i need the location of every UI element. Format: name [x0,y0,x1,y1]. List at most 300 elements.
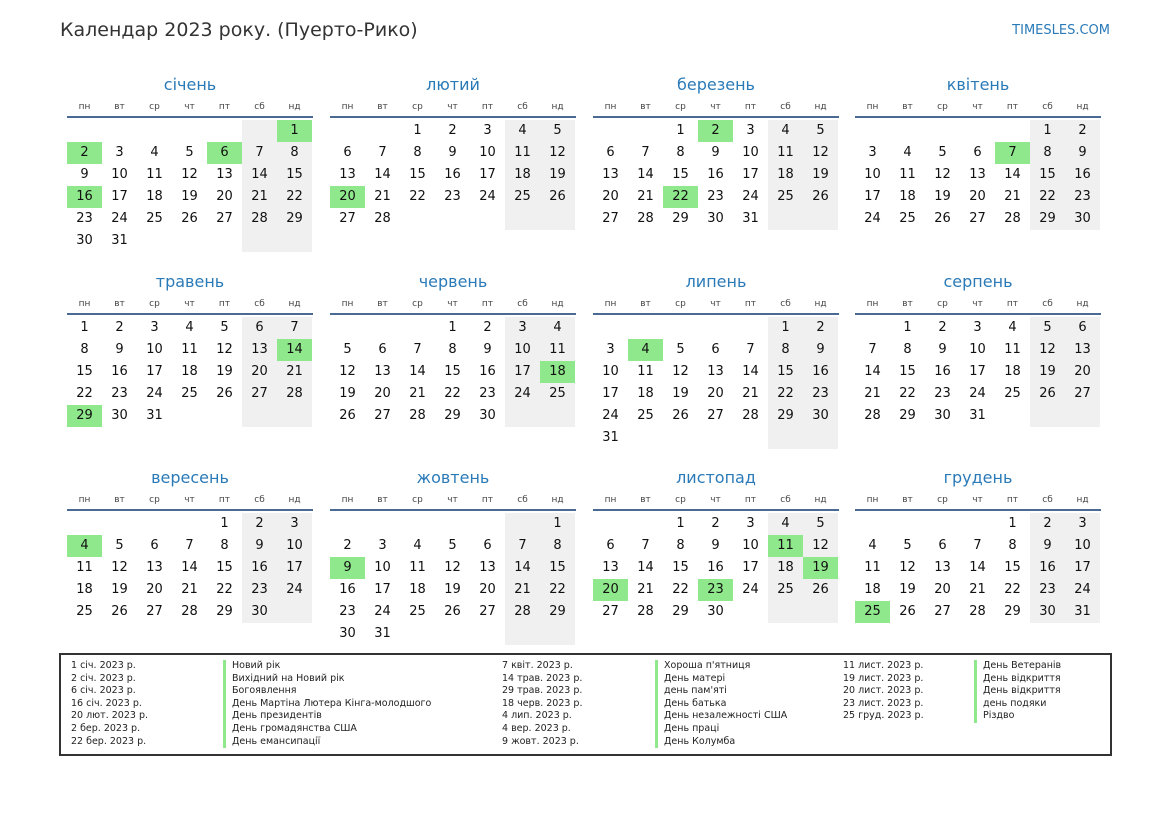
day-cell: 25 [146,211,163,226]
weekday-label: сб [254,102,265,112]
weekday-header [330,491,576,511]
day-cell: 7 [413,342,422,357]
day-cell: 24 [864,211,881,226]
day-cell: 3 [746,123,755,138]
weekday-label: сб [780,102,791,112]
day-cell: 24 [146,386,163,401]
weekday-label: пт [481,495,494,505]
day-cell: 6 [150,538,159,553]
day-cell: 14 [277,339,312,361]
empty-cell [435,623,470,645]
empty-cell [365,317,400,339]
day-cell: 15 [540,557,575,579]
month-name: серпень [943,272,1013,291]
day-cell: 30 [803,405,838,427]
weekday-label: пт [481,102,494,112]
weekday-label: пн [866,102,879,112]
day-cell: 25 [1004,386,1021,401]
month-4 [855,72,1101,230]
weekday-label: сб [517,495,528,505]
day-grid [593,317,839,449]
site-link[interactable]: TIMESLES.COM [1012,23,1110,38]
weekday-label: нд [814,495,827,505]
legend-holiday-name: День громадянства США [223,723,431,736]
day-grid [330,317,576,427]
day-cell: 13 [602,167,619,182]
empty-cell [172,405,207,427]
day-cell: 24 [277,579,312,601]
weekday-label: нд [1076,102,1089,112]
legend-date: 19 лист. 2023 р. [843,672,924,684]
empty-cell [593,120,628,142]
day-cell: 20 [216,189,233,204]
day-cell: 13 [479,560,496,575]
empty-cell [960,120,995,142]
legend-date: 1 січ. 2023 р. [71,660,136,671]
empty-cell [1030,405,1065,427]
legend-holiday-name: Вихідний на Новий рік [223,673,431,686]
day-cell: 19 [1030,361,1065,383]
weekday-label: ср [937,102,948,112]
day-cell: 7 [641,145,650,160]
day-cell: 30 [707,604,724,619]
day-cell: 12 [540,142,575,164]
day-cell: 1 [220,516,229,531]
day-cell: 21 [637,189,654,204]
day-cell: 20 [374,386,391,401]
weekday-label: пт [218,299,231,309]
day-cell: 21 [242,186,277,208]
weekday-label: вт [114,102,125,112]
day-cell: 3 [606,342,615,357]
empty-cell [67,513,102,535]
day-cell: 18 [864,582,881,597]
day-cell: 18 [146,189,163,204]
month-name: вересень [151,468,229,487]
day-cell: 15 [277,164,312,186]
day-cell: 25 [768,186,803,208]
day-cell: 23 [707,189,724,204]
weekday-label: ср [937,495,948,505]
empty-cell [242,120,277,142]
day-cell: 28 [637,211,654,226]
day-cell: 23 [479,386,496,401]
day-cell: 17 [374,582,391,597]
day-cell: 10 [1065,535,1100,557]
day-cell: 20 [242,361,277,383]
empty-cell [540,623,575,645]
day-cell: 7 [641,538,650,553]
legend-holiday-name: Різдво [974,710,1061,723]
empty-cell [365,120,400,142]
empty-cell [1065,405,1100,427]
day-cell: 3 [973,320,982,335]
legend-date: 23 лист. 2023 р. [843,697,924,709]
day-cell: 24 [479,189,496,204]
day-cell: 24 [505,383,540,405]
legend-date: 29 трав. 2023 р. [502,685,583,697]
month-5 [67,269,313,427]
day-cell: 9 [1065,142,1100,164]
month-name: лютий [426,75,480,94]
weekday-header [67,295,313,315]
legend-holiday-name: День Мартіна Лютера Кінга-молодшого [223,698,431,711]
day-cell: 23 [242,579,277,601]
month-1 [67,72,313,252]
day-cell: 19 [216,364,233,379]
day-cell: 4 [150,145,159,160]
day-cell: 9 [330,557,365,579]
month-12 [855,465,1101,623]
day-cell: 27 [602,211,619,226]
day-cell: 9 [483,342,492,357]
day-cell: 6 [973,145,982,160]
day-cell: 27 [602,604,619,619]
day-cell: 29 [768,405,803,427]
empty-cell [330,513,365,535]
day-cell: 18 [505,164,540,186]
day-cell: 23 [339,604,356,619]
day-grid [855,120,1101,230]
day-cell: 19 [339,386,356,401]
day-cell: 4 [903,145,912,160]
day-cell: 7 [746,342,755,357]
day-cell: 14 [181,560,198,575]
month-name: травень [155,272,225,291]
day-cell: 8 [80,342,89,357]
day-cell: 29 [672,211,689,226]
day-cell: 17 [111,189,128,204]
day-cell: 30 [1030,601,1065,623]
day-cell: 22 [1004,582,1021,597]
day-cell: 6 [343,145,352,160]
day-cell: 17 [505,361,540,383]
weekday-label: пн [341,495,354,505]
weekday-label: пн [866,299,879,309]
day-cell: 20 [934,582,951,597]
day-cell: 3 [868,145,877,160]
day-cell: 27 [146,604,163,619]
empty-cell [330,120,365,142]
day-cell: 29 [540,601,575,623]
day-cell: 31 [602,430,619,445]
day-cell: 10 [146,342,163,357]
day-cell: 17 [742,560,759,575]
day-cell: 8 [220,538,229,553]
day-cell: 28 [242,208,277,230]
day-cell: 5 [938,145,947,160]
legend-names-column [974,660,1061,723]
weekday-label: пн [78,299,91,309]
day-cell: 26 [803,186,838,208]
day-cell: 7 [505,535,540,557]
day-cell: 17 [277,557,312,579]
day-cell: 12 [339,364,356,379]
day-cell: 19 [803,164,838,186]
weekday-label: нд [551,102,564,112]
day-cell: 10 [479,145,496,160]
day-cell: 27 [216,211,233,226]
day-cell: 19 [444,582,461,597]
empty-cell [470,513,505,535]
month-6 [330,269,576,427]
day-cell: 27 [242,383,277,405]
empty-cell [137,230,172,252]
day-cell: 3 [505,317,540,339]
day-cell: 14 [374,167,391,182]
day-cell: 5 [185,145,194,160]
day-cell: 13 [934,560,951,575]
legend-holiday-name: День матері [655,673,787,686]
weekday-label: чт [710,102,721,112]
day-cell: 25 [899,211,916,226]
empty-cell [400,513,435,535]
weekday-label: чт [184,102,195,112]
day-cell: 30 [111,408,128,423]
day-cell: 20 [146,582,163,597]
day-cell: 17 [864,189,881,204]
empty-cell [855,513,890,535]
weekday-header [330,98,576,118]
day-cell: 10 [969,342,986,357]
empty-cell [470,623,505,645]
empty-cell [995,405,1030,427]
empty-cell [172,120,207,142]
day-cell: 1 [1030,120,1065,142]
weekday-label: вт [377,495,388,505]
day-cell: 11 [637,364,654,379]
legend-holiday-name: День відкриття [974,685,1061,698]
day-cell: 21 [864,386,881,401]
empty-cell [242,230,277,252]
day-cell: 24 [602,408,619,423]
legend-date: 25 груд. 2023 р. [843,710,924,722]
weekday-label: нд [814,299,827,309]
empty-cell [663,427,698,449]
empty-cell [628,120,663,142]
day-cell: 21 [181,582,198,597]
day-cell: 23 [934,386,951,401]
weekday-label: пн [604,495,617,505]
day-cell: 3 [483,123,492,138]
day-cell: 13 [969,167,986,182]
day-cell: 4 [768,513,803,535]
day-cell: 6 [378,342,387,357]
day-cell: 4 [540,317,575,339]
day-cell: 12 [1030,339,1065,361]
weekday-header [855,295,1101,315]
empty-cell [890,513,925,535]
day-cell: 18 [181,364,198,379]
day-cell: 27 [707,408,724,423]
day-cell: 20 [479,582,496,597]
day-cell: 27 [374,408,391,423]
empty-cell [400,208,435,230]
empty-cell [330,317,365,339]
day-cell: 1 [448,320,457,335]
weekday-label: нд [551,495,564,505]
day-cell: 4 [505,120,540,142]
empty-cell [400,317,435,339]
day-cell: 26 [1030,383,1065,405]
weekday-label: вт [114,495,125,505]
weekday-label: нд [288,495,301,505]
day-cell: 17 [146,364,163,379]
weekday-label: чт [972,299,983,309]
legend-date: 20 лют. 2023 р. [71,710,148,722]
legend-date: 6 січ. 2023 р. [71,685,136,697]
day-cell: 6 [483,538,492,553]
day-cell: 4 [185,320,194,335]
legend-date: 4 вер. 2023 р. [502,722,571,734]
empty-cell [207,405,242,427]
day-cell: 20 [707,386,724,401]
empty-cell [172,513,207,535]
day-cell: 15 [444,364,461,379]
empty-cell [995,120,1030,142]
day-cell: 10 [111,167,128,182]
legend-date: 20 лист. 2023 р. [843,685,924,697]
day-cell: 6 [242,317,277,339]
legend-holiday-name: День президентів [223,710,431,723]
day-cell: 11 [1004,342,1021,357]
weekday-label: сб [780,495,791,505]
legend-date: 18 черв. 2023 р. [502,697,583,709]
day-cell: 11 [540,339,575,361]
month-8 [855,269,1101,427]
legend-holiday-name: День емансипації [223,736,431,749]
empty-cell [470,208,505,230]
weekday-label: чт [710,299,721,309]
month-2 [330,72,576,230]
day-cell: 25 [181,386,198,401]
day-cell: 31 [1065,601,1100,623]
day-cell: 30 [339,626,356,641]
weekday-label: пн [604,102,617,112]
legend-holiday-name: День праці [655,723,787,736]
legend-dates-column [502,660,582,748]
day-cell: 11 [768,142,803,164]
day-cell: 6 [606,145,615,160]
day-cell: 27 [934,604,951,619]
day-cell: 27 [1065,383,1100,405]
weekday-label: пт [1006,102,1019,112]
legend-holiday-name: день пам'яті [655,685,787,698]
day-cell: 22 [76,386,93,401]
day-cell: 13 [242,339,277,361]
day-grid [330,513,576,645]
weekday-label: сб [254,495,265,505]
day-cell: 2 [448,123,457,138]
legend-date: 9 жовт. 2023 р. [502,735,579,747]
day-cell: 30 [76,233,93,248]
weekday-label: пт [744,495,757,505]
weekday-label: чт [447,102,458,112]
weekday-label: ср [412,495,423,505]
day-cell: 13 [146,560,163,575]
weekday-header [593,491,839,511]
day-cell: 16 [707,167,724,182]
day-cell: 25 [505,186,540,208]
day-cell: 26 [540,186,575,208]
day-cell: 13 [374,364,391,379]
day-cell: 24 [742,189,759,204]
weekday-label: пн [341,102,354,112]
weekday-label: сб [1042,495,1053,505]
weekday-label: ср [412,102,423,112]
day-cell: 12 [803,535,838,557]
weekday-label: чт [447,495,458,505]
weekday-label: вт [640,102,651,112]
empty-cell [277,601,312,623]
empty-cell [505,623,540,645]
day-cell: 25 [76,604,93,619]
day-cell: 19 [111,582,128,597]
weekday-header [67,98,313,118]
day-cell: 7 [242,142,277,164]
day-grid [593,120,839,230]
day-cell: 1 [903,320,912,335]
day-cell: 15 [899,364,916,379]
weekday-label: вт [902,495,913,505]
day-cell: 1 [1008,516,1017,531]
day-cell: 12 [899,560,916,575]
day-cell: 25 [637,408,654,423]
day-cell: 15 [1030,164,1065,186]
legend-holiday-name: День батька [655,698,787,711]
empty-cell [277,405,312,427]
day-cell: 3 [746,516,755,531]
day-cell: 31 [969,408,986,423]
day-cell: 29 [67,405,102,427]
day-cell: 3 [150,320,159,335]
day-cell: 8 [540,535,575,557]
day-cell: 22 [899,386,916,401]
day-cell: 11 [768,535,803,557]
day-cell: 10 [742,538,759,553]
day-cell: 20 [593,579,628,601]
day-grid [855,513,1101,623]
day-cell: 22 [663,186,698,208]
day-cell: 20 [602,189,619,204]
day-cell: 10 [374,560,391,575]
day-cell: 15 [768,361,803,383]
day-cell: 11 [899,167,916,182]
day-cell: 16 [479,364,496,379]
day-cell: 10 [277,535,312,557]
day-cell: 6 [938,538,947,553]
day-cell: 16 [1030,557,1065,579]
day-grid [67,317,313,427]
day-cell: 31 [146,408,163,423]
day-cell: 11 [505,142,540,164]
empty-cell [628,317,663,339]
day-cell: 23 [444,189,461,204]
day-cell: 27 [969,211,986,226]
day-cell: 16 [111,364,128,379]
weekday-label: чт [184,495,195,505]
weekday-header [593,98,839,118]
day-cell: 31 [111,233,128,248]
day-cell: 21 [505,579,540,601]
day-grid [593,513,839,623]
day-cell: 1 [540,513,575,535]
day-cell: 2 [67,142,102,164]
day-cell: 5 [1030,317,1065,339]
legend-dates-column [71,660,148,748]
weekday-label: ср [937,299,948,309]
weekday-label: чт [184,299,195,309]
